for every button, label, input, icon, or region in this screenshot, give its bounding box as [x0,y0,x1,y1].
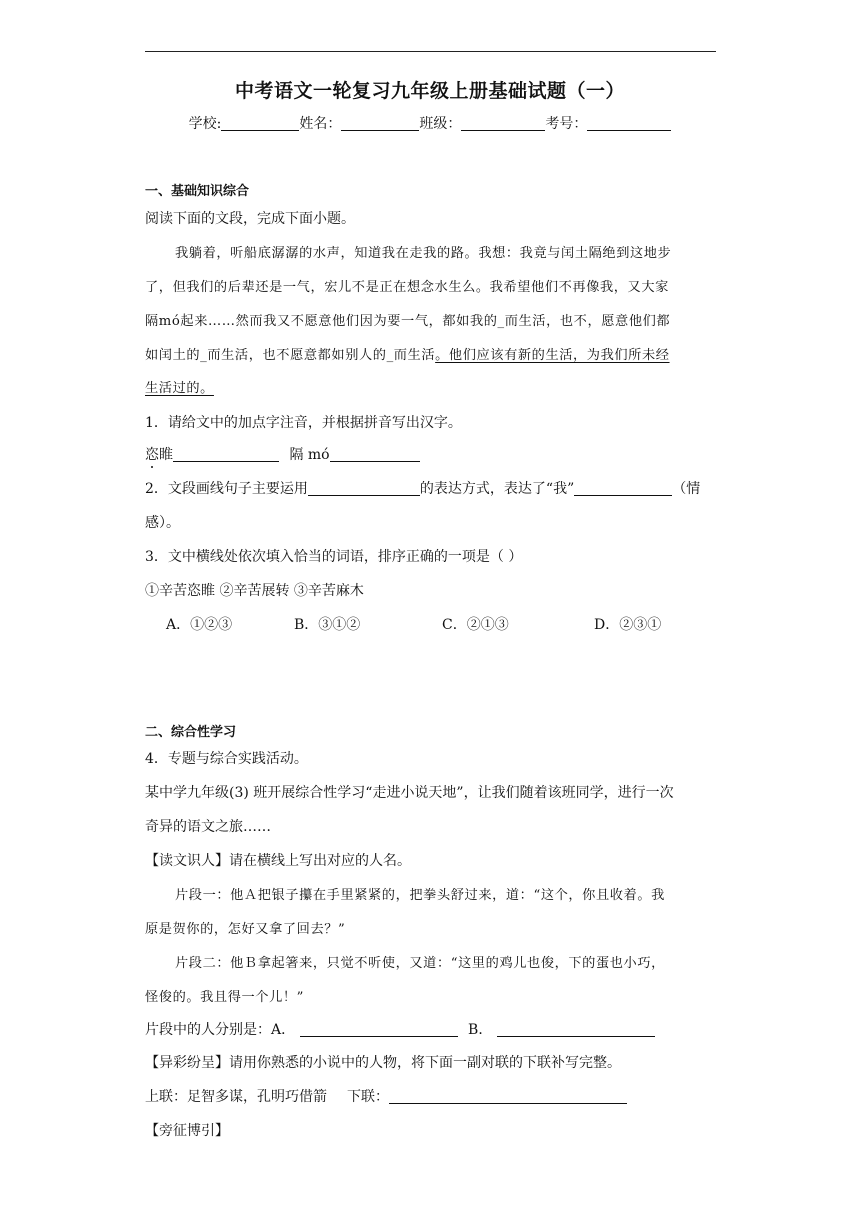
answer-line [145,1019,655,1039]
student-info-line [0,113,860,133]
passage-line-1: 我躺着，听船底潺潺的水声，知道我在走我的路。我想：我竟与闰土隔绝到这地步 [175,246,672,261]
class-label: 班级： [419,116,462,132]
underlined-sentence-part2: 生活过的。 [145,381,214,396]
option-a[interactable]: A．①②③ [166,617,233,633]
question-2-part-b: 的表达方式，表达了“我” [419,481,575,497]
school-field[interactable] [221,116,299,131]
number-field[interactable] [587,116,671,131]
section2-intro-2: 奇异的语文之旅…… [145,819,271,835]
part2-heading: 【异彩纷呈】请用你熟悉的小说中的人物，将下面一副对联的下联补写完整。 [145,1055,621,1071]
question-1: 1．请给文中的加点字注音，并根据拼音写出汉字。 [145,415,462,431]
fragment2-line2: 怪俊的。我且得一个儿！” [145,990,305,1005]
passage-line-3: 隔mó起来……然而我又不愿意他们因为要一气，都如我的_而生活，也不，愿意他们都 [145,314,671,329]
dotted-char: 恣 [145,447,159,463]
question-4: 4．专题与综合实践活动。 [145,751,308,767]
school-label: 学校: [188,116,222,132]
person-a-field[interactable] [300,1022,458,1037]
section1-heading: 一、基础知识综合 [145,184,250,199]
person-b-field[interactable] [497,1022,655,1037]
header-rule [145,51,716,52]
passage-line-4-plain: 如闰土的_而生活，也不愿意都如别人的_而生活 [145,348,436,363]
question-2-tail: 感）。 [145,515,180,531]
answer-label-a: 片段中的人分别是：A． [145,1022,296,1038]
name-label: 姓名： [299,116,342,132]
option-d[interactable]: D．②③① [594,617,662,633]
question-3-items: ①辛苦恣睢 ②辛苦展转 ③辛苦麻木 [145,583,364,599]
class-field[interactable] [461,116,545,131]
couplet-line [145,1086,627,1106]
couplet-upper: 上联：足智多谋，孔明巧借箭 [145,1089,327,1105]
fragment2-line1: 片段二：他Ｂ拿起箸来，只觉不听使，又道：“这里的鸡儿也俊，下的蛋也小巧， [175,956,665,971]
section2-heading: 二、综合性学习 [145,725,237,740]
number-label: 考号： [545,116,588,132]
question-2-part-a: 2．文段画线句子主要运用 [145,481,308,497]
couplet-lower-field[interactable] [389,1089,627,1104]
pinyin-answer-field[interactable] [173,447,279,462]
fragment1-line1: 片段一：他Ａ把银子攥在手里紧紧的，把拳头舒过来，道：“这个，你且收着。我 [175,888,665,903]
part1-heading: 【读文识人】请在横线上写出对应的人名。 [145,853,411,869]
section2-intro-1: 某中学九年级(3) 班开展综合性学习“走进小说天地”，让我们随着该班同学，进行一次 [145,785,674,801]
passage-line-2: 了，但我们的后辈还是一气，宏儿不是正在想念水生么。我希望他们不再像我，又大家 [145,280,669,295]
word1-rest: 睢 [159,447,173,463]
section1-intro: 阅读下面的文段，完成下面小题。 [145,211,355,227]
answer-label-b: B． [468,1022,493,1038]
question-1-answers [145,444,420,464]
fragment1-line2: 原是贺你的，怎好又拿了回去？” [145,922,346,937]
word2-label: 隔 mó [289,447,330,463]
passage-line-4 [145,344,670,363]
hanzi-answer-field[interactable] [330,447,420,462]
underlined-sentence-part1: 。他们应该有新的生活，为我们所未经 [435,348,670,363]
option-b[interactable]: B．③①② [294,617,361,633]
question-3: 3．文中横线处依次填入恰当的词语，排序正确的一项是（ ） [145,549,523,565]
name-field[interactable] [341,116,419,131]
part3-heading: 【旁征博引】 [145,1123,229,1139]
expression-method-field[interactable] [308,481,420,496]
emotion-field[interactable] [574,481,672,496]
option-c[interactable]: C．②①③ [442,617,509,633]
couplet-lower-label: 下联： [347,1089,389,1105]
page-title: 中考语文一轮复习九年级上册基础试题（一） [234,80,625,102]
question-2 [145,478,700,498]
question-2-part-c: （情 [672,481,701,497]
